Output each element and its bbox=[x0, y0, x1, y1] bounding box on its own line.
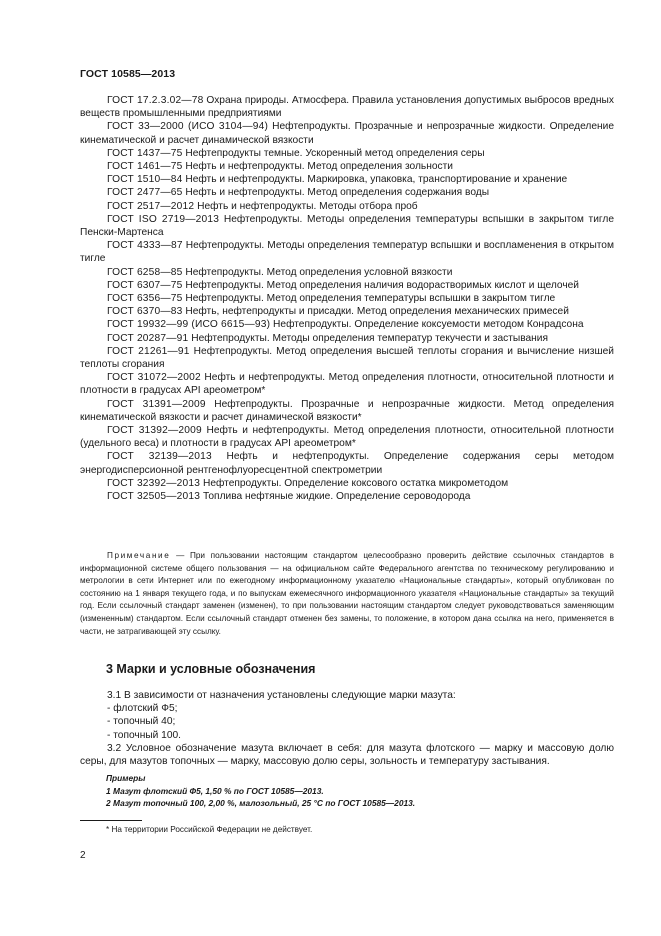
reference-code: ГОСТ 32392—2013 bbox=[107, 477, 201, 489]
reference-code: ГОСТ 6370—83 bbox=[107, 306, 183, 318]
reference-code: ГОСТ 31391—2009 bbox=[107, 398, 206, 410]
reference-item bbox=[80, 292, 614, 305]
reference-code: ГОСТ 20287—91 bbox=[107, 332, 189, 344]
reference-item bbox=[80, 239, 614, 265]
reference-title: Нефтепродукты. Метод определения условной вязкости bbox=[185, 266, 453, 278]
clause-3-1: 3.1 В зависимости от назначения установлены следующие марки мазута: bbox=[107, 690, 456, 701]
reference-item bbox=[80, 371, 614, 397]
reference-code: ГОСТ ISO 2719—2013 bbox=[107, 213, 220, 225]
reference-item bbox=[80, 186, 614, 199]
section-3-body bbox=[80, 689, 614, 768]
reference-item bbox=[80, 266, 614, 279]
reference-title: Нефтепродукты. Метод определения наличия водорастворимых кислот и щелочей bbox=[185, 279, 579, 291]
example-item: 2 Мазут топочный 100, 2,00 %, малозольный, 25 °С по ГОСТ 10585—2013. bbox=[106, 798, 416, 809]
reference-item bbox=[80, 279, 614, 292]
reference-item bbox=[80, 450, 614, 476]
reference-code: ГОСТ 32505—2013 bbox=[107, 491, 201, 503]
reference-title: Топлива нефтяные жидкие. Определение сероводорода bbox=[202, 491, 471, 503]
reference-item bbox=[80, 477, 614, 490]
reference-code: ГОСТ 6258—85 bbox=[107, 266, 183, 278]
note-text: — При пользовании настоящим стандартом целесообразно проверить действие ссылочных стандартов в информационной системе общего пользования — на официальном сайте Федерального агентства по техническому регулированию и метрологии в сети Интернет или по ежегодному информационному указателю «Национальные стандарты», который опубликован по состоянию на 1 января текущего года, и по выпускам ежемесячного информационного указателя «Национальные стандарты» за текущий год. Если ссылочный стандарт заменен (изменен), то при пользовании настоящим стандартом следует руководствоваться заменяющим (измененным) стандартом. Если ссылочный стандарт отменен без замены, то положение, в котором дана ссылка на него, применяется в части, не затрагивающей эту ссылку. bbox=[80, 551, 614, 636]
reference-title: Нефть и нефтепродукты. Методы отбора проб bbox=[197, 200, 418, 212]
footnote-rule bbox=[80, 820, 142, 821]
grade-item: - топочный 100. bbox=[107, 729, 182, 741]
reference-code: ГОСТ 17.2.3.02—78 bbox=[107, 95, 204, 106]
reference-title: Нефтепродукты темные. Ускоренный метод определения серы bbox=[185, 147, 485, 159]
reference-code: ГОСТ 6307—75 bbox=[107, 279, 183, 291]
reference-item bbox=[80, 424, 614, 450]
reference-title: Нефтепродукты. Определение коксуемости методом Конрадсона bbox=[273, 319, 584, 331]
document-header: ГОСТ 10585—2013 bbox=[80, 68, 176, 80]
reference-title: Нефтепродукты. Методы определения температуры вспышки в закрытом тигле Пенски-Мартенса bbox=[80, 213, 615, 239]
references-note bbox=[80, 550, 614, 638]
reference-item bbox=[80, 200, 614, 213]
reference-title: Нефтепродукты. Прозрачные и непрозрачные жидкости. Определение кинематической и расчет динамической вязкости bbox=[80, 121, 614, 146]
reference-item bbox=[80, 213, 614, 239]
examples-title: Примеры bbox=[106, 773, 146, 783]
reference-title: Нефть и нефтепродукты. Метод определения плотности, относительной плотности (удельного веса) и плотности в градусах API ареометром* bbox=[80, 425, 614, 450]
reference-item bbox=[80, 332, 614, 345]
reference-code: ГОСТ 4333—87 bbox=[107, 240, 183, 252]
reference-item bbox=[80, 173, 614, 186]
reference-item bbox=[80, 345, 614, 371]
reference-item bbox=[80, 305, 614, 318]
reference-title: Нефтепродукты. Методы определения температур текучести и застывания bbox=[191, 332, 549, 344]
reference-item bbox=[80, 490, 614, 503]
reference-code: ГОСТ 1461—75 bbox=[107, 161, 183, 173]
reference-title: Нефть, нефтепродукты и присадки. Метод определения механических примесей bbox=[185, 306, 569, 318]
grade-item: - флотский Ф5; bbox=[107, 703, 178, 715]
page-number: 2 bbox=[80, 850, 86, 861]
examples-block bbox=[106, 772, 415, 810]
footnote: * На территории Российской Федерации не действует. bbox=[106, 825, 313, 834]
reference-title: Нефть и нефтепродукты. Метод определения зольности bbox=[185, 161, 453, 173]
reference-code: ГОСТ 19932—99 (ИСО 6615—93) bbox=[107, 319, 271, 331]
reference-code: ГОСТ 31072—2002 bbox=[107, 372, 201, 384]
reference-code: ГОСТ 2477—65 bbox=[107, 187, 183, 199]
reference-item bbox=[80, 398, 614, 424]
reference-title: Нефтепродукты. Прозрачные и непрозрачные жидкости. Метод определения кинематической вязкости и расчет динамической вязкости* bbox=[80, 398, 614, 423]
grade-item: - топочный 40; bbox=[107, 716, 176, 728]
reference-code: ГОСТ 32139—2013 bbox=[107, 451, 212, 463]
reference-code: ГОСТ 6356—75 bbox=[107, 293, 183, 305]
reference-title: Нефтепродукты. Метод определения высшей теплоты сгорания и вычисление низшей теплоты сгорания bbox=[80, 345, 614, 371]
normative-references-list bbox=[80, 94, 614, 503]
reference-code: ГОСТ 31392—2009 bbox=[107, 425, 202, 437]
reference-item bbox=[80, 147, 614, 160]
reference-title: Нефтепродукты. Методы определения температур вспышки и воспламенения в открытом тигле bbox=[80, 240, 614, 265]
reference-title: Нефть и нефтепродукты. Метод определения содержания воды bbox=[185, 187, 490, 199]
reference-title: Охрана природы. Атмосфера. Правила установления допустимых выбросов вредных веществ промышленными предприятиями bbox=[80, 95, 614, 120]
reference-code: ГОСТ 2517—2012 bbox=[107, 200, 195, 212]
reference-code: ГОСТ 1437—75 bbox=[107, 147, 183, 159]
example-item: 1 Мазут флотский Ф5, 1,50 % по ГОСТ 10585—2013. bbox=[106, 785, 324, 796]
reference-title: Нефть и нефтепродукты. Маркировка, упаковка, транспортирование и хранение bbox=[185, 174, 568, 186]
note-label: Примечание bbox=[107, 551, 171, 560]
reference-title: Нефть и нефтепродукты. Определение содержания серы методом энергодисперсионной рентгенофлуоресцентной спектрометрии bbox=[80, 451, 614, 476]
reference-code: ГОСТ 21261—91 bbox=[107, 345, 190, 357]
reference-code: ГОСТ 33—2000 (ИСО 3104—94) bbox=[107, 121, 269, 133]
reference-item bbox=[80, 120, 614, 146]
section-3-title: 3 Марки и условные обозначения bbox=[106, 662, 316, 676]
reference-item bbox=[80, 160, 614, 173]
reference-title: Нефтепродукты. Метод определения температуры вспышки в закрытом тигле bbox=[185, 293, 556, 305]
clause-3-2: 3.2 Условное обозначение мазута включает в себя: для мазута флотского — марку и массовую долю серы, для мазутов топочных — марку, массовую долю серы, зольность и температуру застывания. bbox=[80, 742, 614, 768]
reference-item bbox=[80, 94, 614, 120]
reference-code: ГОСТ 1510—84 bbox=[107, 174, 183, 186]
reference-item bbox=[80, 318, 614, 331]
reference-title: Нефть и нефтепродукты. Метод определения плотности, относительной плотности и плотности в градусах API ареометром* bbox=[80, 372, 614, 397]
reference-title: Нефтепродукты. Определение коксового остатка микрометодом bbox=[202, 477, 509, 489]
